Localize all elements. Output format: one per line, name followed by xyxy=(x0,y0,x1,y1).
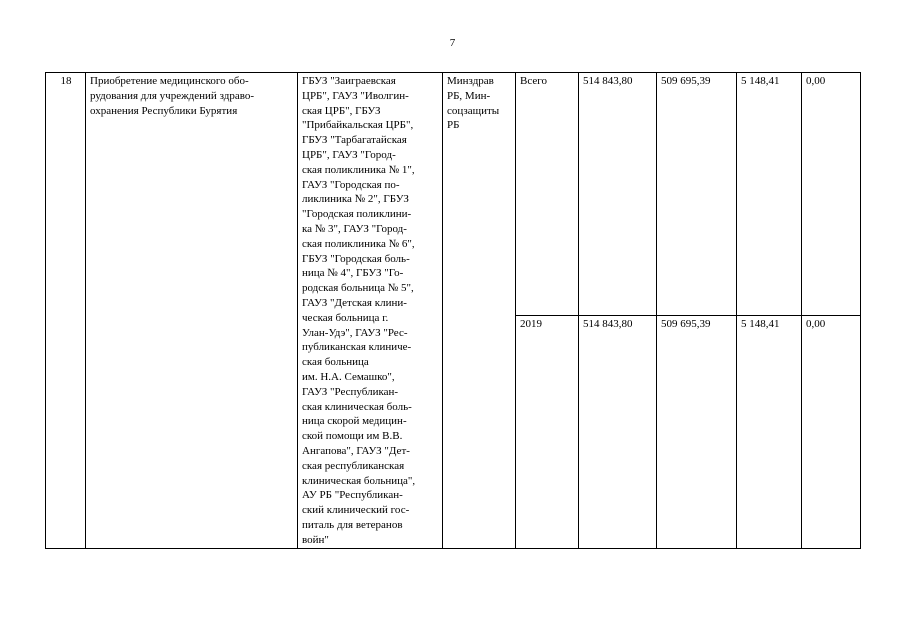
regional-amount-cell: 5 148,41 xyxy=(737,316,802,548)
other-amount-cell: 0,00 xyxy=(802,73,861,316)
responsible-cell: Минздрав РБ, Мин- соцзащиты РБ xyxy=(443,73,516,549)
period-label-cell: Всего xyxy=(516,73,579,316)
total-amount-cell: 514 843,80 xyxy=(579,73,657,316)
total-amount-cell: 514 843,80 xyxy=(579,316,657,548)
federal-amount-cell: 509 695,39 xyxy=(657,73,737,316)
program-table xyxy=(45,72,861,549)
measure-name-cell: Приобретение медицинского обо- рудования для учреждений здраво- охранения Республики Бурятия xyxy=(86,73,298,549)
table-row xyxy=(46,73,861,316)
row-number-cell: 18 xyxy=(46,73,86,549)
institutions-cell: ГБУЗ "Заиграевская ЦРБ", ГАУЗ "Иволгин- ская ЦРБ", ГБУЗ "Прибайкальская ЦРБ", ГБУЗ "Тарбагатайская ЦРБ", ГАУЗ "Город- ская поликлиника № 1", ГАУЗ "Городская по- ликлиника № 2", ГБУЗ "Городская поликлини- ка № 3", ГАУЗ "Город- ская поликлиника № 6", ГБУЗ "Городская боль- ница № 4", ГБУЗ "Го- родская больница № 5", ГАУЗ "Детская клини- ческая больница г. Улан-Удэ", ГАУЗ "Рес- публиканская клиниче- ская больница им. Н.А. Семашко", ГАУЗ "Республикан- ская клиническая боль- ница скорой медицин- ской помощи им В.В. Ангапова", ГАУЗ "Дет- ская республиканская клиническая больница", АУ РБ "Республикан- ский клинический гос- питаль для ветеранов войн" xyxy=(298,73,443,549)
federal-amount-cell: 509 695,39 xyxy=(657,316,737,548)
other-amount-cell: 0,00 xyxy=(802,316,861,548)
period-label-cell: 2019 xyxy=(516,316,579,548)
regional-amount-cell: 5 148,41 xyxy=(737,73,802,316)
page-number: 7 xyxy=(449,37,456,49)
